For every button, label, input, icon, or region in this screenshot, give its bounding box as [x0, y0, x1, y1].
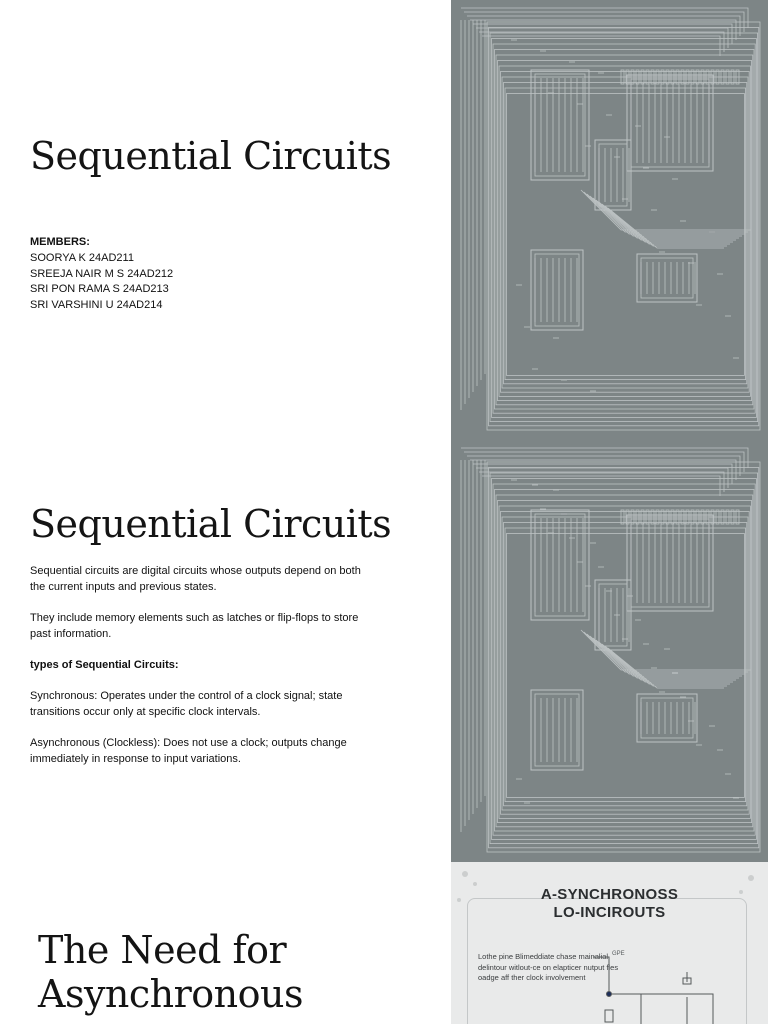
slide-definition-heading: Sequential Circuits [30, 502, 392, 546]
circuit-board-image [451, 0, 768, 440]
slide-need-async-text-panel [0, 862, 451, 1024]
definition-paragraph: Sequential circuits are digital circuits whose outputs depend on both the current inputs and previous states. [30, 565, 361, 593]
member-item: SOORYA K 24AD211 [30, 251, 134, 264]
circuit-board-graphic [451, 440, 768, 862]
slide-need-async [0, 862, 768, 1024]
circuit-board-graphic [451, 0, 768, 440]
poster-title-line-1: A-SYNCHRONOSS [540, 886, 679, 903]
poster-label: GPE [612, 951, 625, 957]
slide-title-text-panel [0, 0, 451, 440]
poster-title-line-2: LO-INCIROUTS [553, 904, 666, 921]
members-heading: MEMBERS: [30, 236, 90, 248]
member-item: SRI PON RAMA S 24AD213 [30, 283, 169, 296]
synchronous-paragraph: Synchronous: Operates under the control of a clock signal; state transitions occur only at specific clock intervals. [30, 690, 343, 718]
async-poster-image [451, 862, 768, 1024]
poster-description: Lothe pine Blimeddiate chase mainalial delintour witlout-ce on elapticer nutput fles oadge aff ther clock involvement [478, 952, 619, 982]
poster-schematic-graphic [451, 862, 768, 1024]
heading-line-1: The Need for [38, 928, 287, 972]
asynchronous-paragraph: Asynchronous (Clockless): Does not use a clock; outputs change immediately in response to input variations. [30, 737, 347, 765]
members-list [30, 235, 173, 314]
definition-body [30, 563, 370, 782]
member-item: SRI VARSHINI U 24AD214 [30, 299, 163, 312]
circuit-board-image [451, 440, 768, 862]
slide-definition [0, 440, 768, 862]
slide-need-async-heading [38, 928, 303, 1016]
memory-paragraph: They include memory elements such as latches or flip-flops to store past information. [30, 612, 359, 640]
slide-definition-text-panel [0, 440, 451, 862]
member-item: SREEJA NAIR M S 24AD212 [30, 267, 174, 280]
types-heading: types of Sequential Circuits: [30, 659, 179, 671]
slide-title [0, 0, 768, 440]
heading-line-2: Asynchronous [38, 972, 304, 1016]
slide-title-heading: Sequential Circuits [30, 134, 392, 178]
